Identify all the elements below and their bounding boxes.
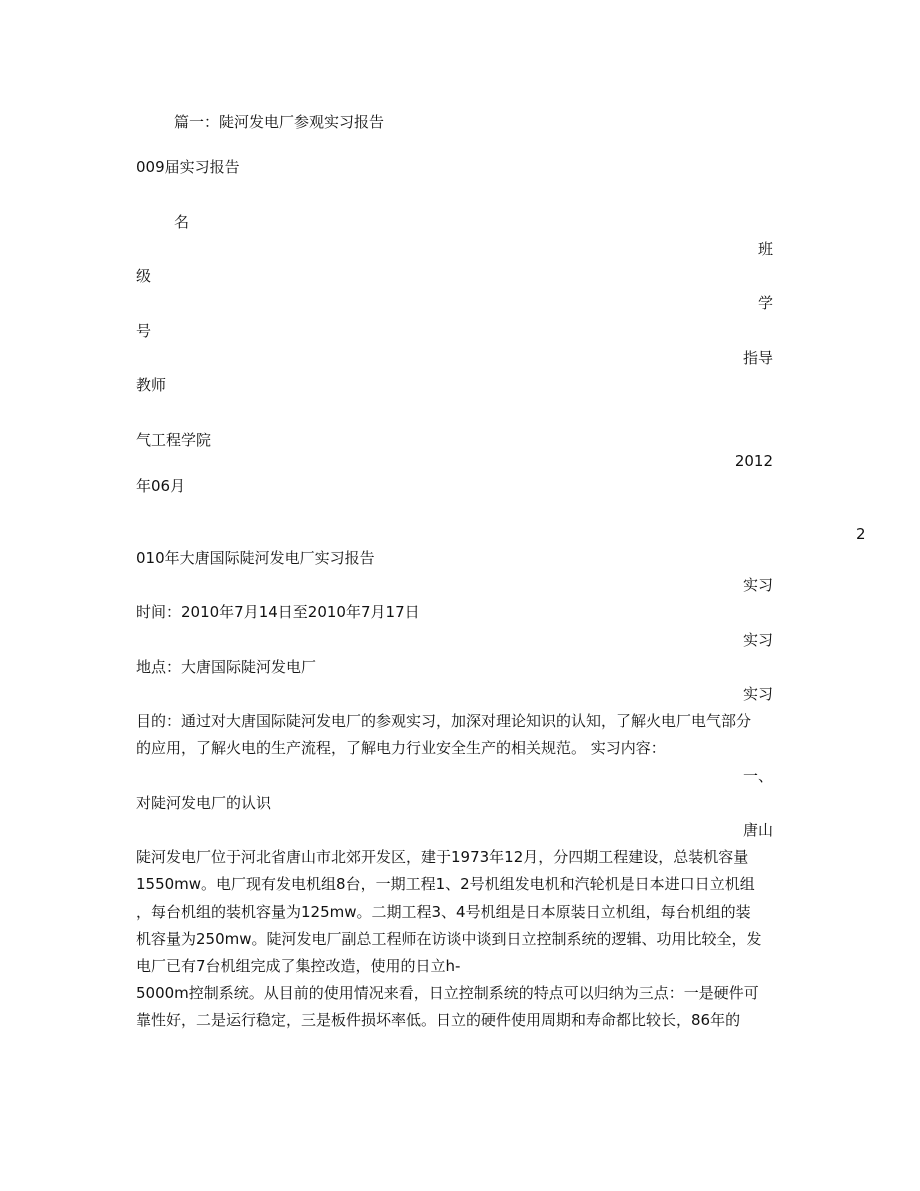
student-id-label-part1: 学 <box>757 294 773 312</box>
paragraph-lead: 唐山 <box>742 821 773 839</box>
purpose-line: 目的：通过对大唐国际陡河发电厂的参观实习，加深对理论知识的认知，了解火电厂电气部分 <box>136 712 752 730</box>
date-year: 2012 <box>734 452 773 470</box>
place-label: 实习 <box>742 631 773 649</box>
paragraph-line: 机容量为250mw。陡河发电厂副总工程师在访谈中谈到日立控制系统的逻辑、功用比较全，发 <box>136 930 762 948</box>
college-line: 气工程学院 <box>136 431 212 449</box>
page-number: 2 <box>856 525 866 543</box>
report-title: 010年大唐国际陡河发电厂实习报告 <box>136 549 375 567</box>
paragraph-line: 靠性好，二是运行稳定，三是板件损坏率低。日立的硬件使用周期和寿命都比较长，86年的 <box>136 1011 741 1029</box>
paragraph-line: 电厂已有7台机组完成了集控改造，使用的日立h- <box>136 957 461 975</box>
purpose-line: 的应用，了解火电的生产流程，了解电力行业安全生产的相关规范。 实习内容： <box>136 739 666 757</box>
date-month: 年06月 <box>136 477 186 495</box>
document-heading: 篇一：陡河发电厂参观实习报告 <box>174 113 385 131</box>
time-label: 实习 <box>742 576 773 594</box>
paragraph-line: 陡河发电厂位于河北省唐山市北郊开发区，建于1973年12月，分四期工程建设，总装机容量 <box>136 848 749 866</box>
teacher-label-part2: 教师 <box>136 376 167 394</box>
class-label-part2: 级 <box>136 267 152 285</box>
report-year-line: 009届实习报告 <box>136 158 240 176</box>
paragraph-line: ，每台机组的装机容量为125mw。二期工程3、4号机组是日本原装日立机组，每台机组的装 <box>136 903 751 921</box>
paragraph-line: 5000m控制系统。从目前的使用情况来看，日立控制系统的特点可以归纳为三点：一是硬件可 <box>136 984 759 1002</box>
time-value: 时间：2010年7月14日至2010年7月17日 <box>136 603 420 621</box>
section-number: 一、 <box>742 767 773 785</box>
class-label-part1: 班 <box>757 240 773 258</box>
name-label: 名 <box>174 213 190 231</box>
section-title: 对陡河发电厂的认识 <box>136 794 272 812</box>
teacher-label-part1: 指导 <box>742 349 773 367</box>
place-value: 地点：大唐国际陡河发电厂 <box>136 658 317 676</box>
student-id-label-part2: 号 <box>136 322 152 340</box>
paragraph-line: 1550mw。电厂现有发电机组8台，一期工程1、2号机组发电机和汽轮机是日本进口日立机组 <box>136 875 755 893</box>
purpose-label: 实习 <box>742 685 773 703</box>
